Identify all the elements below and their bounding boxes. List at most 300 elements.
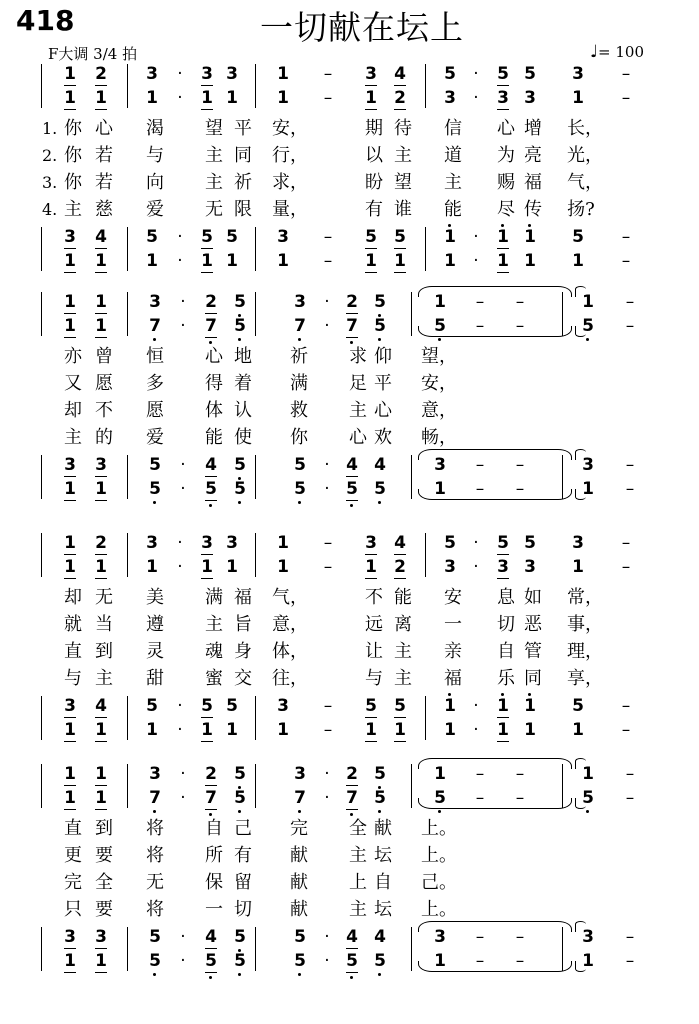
hold-dash: – [621, 557, 631, 577]
barline [425, 696, 426, 740]
underline-mark [497, 554, 509, 555]
lyric-syllable: 体， [272, 641, 308, 662]
underline-mark [95, 500, 107, 501]
hold-dash: – [323, 533, 333, 553]
lyric-syllable: 能 [394, 587, 412, 608]
underline-mark [95, 948, 107, 949]
underline-mark [346, 948, 358, 949]
underline-mark [64, 313, 76, 314]
lyric-syllable: 献 [290, 899, 308, 920]
underline-mark [205, 500, 217, 501]
system-left-barline [41, 455, 42, 499]
lyric-syllable: 若 [95, 145, 113, 166]
octave-down-dot [350, 504, 353, 507]
note: 1 [146, 720, 158, 740]
underline-mark [205, 313, 217, 314]
tie-arc [418, 758, 572, 769]
note: 1 [201, 251, 213, 271]
note: 1 [519, 227, 541, 247]
lyric-syllable: 献 [290, 845, 308, 866]
note: 4 [346, 927, 358, 947]
note: 1 [277, 251, 289, 271]
note: 4 [374, 455, 386, 475]
note: 1 [277, 557, 289, 577]
note: 1 [64, 251, 76, 271]
note: 5 [429, 316, 451, 336]
hold-dash: – [621, 696, 631, 716]
hold-dash: – [625, 455, 635, 475]
lyric-syllable: 主 [444, 172, 462, 193]
octave-up-dot [528, 693, 531, 696]
note: 5 [369, 764, 391, 784]
lyric-syllable: 恒 [146, 346, 164, 367]
underline-mark [497, 109, 509, 110]
lyric-syllable: 将 [146, 899, 164, 920]
note: 1 [64, 720, 76, 740]
note: 1 [365, 88, 377, 108]
lyric-syllable: 以 [365, 145, 383, 166]
note: 7 [341, 788, 363, 808]
lyric-syllable: 气， [272, 587, 308, 608]
underline-mark [64, 717, 76, 718]
note: 5 [444, 64, 456, 84]
lyric-syllable: 福 [444, 668, 462, 689]
note: 3 [582, 455, 594, 475]
barline [255, 227, 256, 271]
lyric-syllable: 心 [374, 400, 392, 421]
lyric-syllable: 意， [421, 400, 457, 421]
note: 3 [277, 696, 289, 716]
lyric-syllable: 直 [64, 818, 82, 839]
dot-mark: · [180, 479, 186, 499]
lyric-syllable: 主 [349, 899, 367, 920]
system-left-barline [41, 533, 42, 577]
hold-dash: – [625, 764, 635, 784]
lyric-syllable: 直 [64, 641, 82, 662]
note: 1 [64, 788, 76, 808]
lyric-syllable: 离 [394, 614, 412, 635]
note: 5 [144, 951, 166, 971]
barline [411, 292, 412, 336]
note: 5 [229, 951, 251, 971]
underline-mark [64, 741, 76, 742]
lyric-syllable: 不 [365, 587, 383, 608]
lyric-syllable: 与 [365, 668, 383, 689]
underline-mark [346, 313, 358, 314]
lyric-syllable: 扬? [567, 199, 595, 220]
underline-mark [205, 948, 217, 949]
lyric-syllable: 向 [146, 172, 164, 193]
octave-down-dot [350, 341, 353, 344]
system-left-barline [41, 764, 42, 808]
note: 3 [64, 927, 76, 947]
lyric-syllable: 远 [365, 614, 383, 635]
barline [127, 764, 128, 808]
underline-mark [64, 85, 76, 86]
underline-mark [64, 476, 76, 477]
underline-mark [64, 248, 76, 249]
dot-mark: · [177, 227, 183, 247]
note: 1 [64, 292, 76, 312]
barline [255, 764, 256, 808]
note: 1 [444, 720, 456, 740]
lyric-syllable: 使 [234, 427, 252, 448]
note: 1 [226, 251, 238, 271]
hold-dash: – [475, 455, 485, 475]
note: 3 [497, 557, 509, 577]
note: 3 [434, 927, 446, 947]
underline-mark [201, 578, 213, 579]
tempo-mark [590, 42, 644, 62]
note: 5 [497, 64, 509, 84]
octave-down-dot [350, 976, 353, 979]
note: 3 [226, 64, 238, 84]
lyric-syllable: 魂 [205, 641, 223, 662]
dot-mark: · [473, 696, 479, 716]
note: 1 [497, 251, 509, 271]
lyric-syllable: 为 [497, 145, 515, 166]
dot-mark: · [180, 455, 186, 475]
barline [411, 764, 412, 808]
lyric-syllable: 只 [64, 899, 82, 920]
note: 4 [394, 64, 406, 84]
lyric-syllable: 心 [349, 427, 367, 448]
dot-mark: · [180, 927, 186, 947]
lyric-syllable: 信 [444, 118, 462, 139]
lyric-syllable: 愿 [146, 400, 164, 421]
lyric-syllable: 让 [365, 641, 383, 662]
barline [127, 927, 128, 971]
octave-down-dot [586, 810, 589, 813]
verse-number: 1. [42, 119, 58, 138]
underline-mark [201, 109, 213, 110]
note: 1 [497, 720, 509, 740]
underline-mark [95, 809, 107, 810]
tie-arc [575, 798, 586, 809]
note: 3 [444, 88, 456, 108]
note: 1 [365, 251, 377, 271]
dot-mark: · [177, 533, 183, 553]
hold-dash: – [323, 251, 333, 271]
octave-down-dot [438, 338, 441, 341]
lyric-syllable: 的 [95, 427, 113, 448]
lyric-syllable: 美 [146, 587, 164, 608]
barline [255, 927, 256, 971]
lyric-syllable: 献 [290, 872, 308, 893]
note: 1 [64, 533, 76, 553]
lyric-syllable: 无 [146, 872, 164, 893]
lyric-syllable: 亲 [444, 641, 462, 662]
octave-down-dot [209, 813, 212, 816]
lyric-syllable: 盼 [365, 172, 383, 193]
note: 1 [64, 88, 76, 108]
note: 1 [64, 316, 76, 336]
lyric-syllable: 尽 [497, 199, 515, 220]
tie-arc [418, 921, 572, 932]
lyric-syllable: 主 [205, 614, 223, 635]
note: 1 [95, 316, 107, 336]
underline-mark [201, 717, 213, 718]
hold-dash: – [323, 557, 333, 577]
dot-mark: · [473, 720, 479, 740]
lyric-syllable: 心 [205, 346, 223, 367]
hold-dash: – [621, 720, 631, 740]
underline-mark [365, 85, 377, 86]
note: 5 [289, 479, 311, 499]
note: 5 [444, 533, 456, 553]
note: 3 [201, 64, 213, 84]
note: 1 [201, 557, 213, 577]
note: 1 [277, 533, 289, 553]
underline-mark [201, 554, 213, 555]
lyric-syllable: 到 [95, 818, 113, 839]
lyric-syllable: 要 [95, 845, 113, 866]
lyric-syllable: 平 [374, 373, 392, 394]
lyric-syllable: 与 [64, 668, 82, 689]
lyric-syllable: 亮 [524, 145, 542, 166]
underline-mark [497, 272, 509, 273]
note: 5 [229, 764, 251, 784]
underline-mark [64, 109, 76, 110]
underline-mark [497, 578, 509, 579]
lyric-syllable: 心 [95, 118, 113, 139]
note: 1 [572, 88, 584, 108]
hold-dash: – [625, 788, 635, 808]
octave-down-dot [298, 810, 301, 813]
lyric-syllable: 长， [567, 118, 603, 139]
note: 5 [572, 696, 584, 716]
note: 3 [146, 64, 158, 84]
hold-dash: – [515, 927, 525, 947]
octave-down-dot [298, 501, 301, 504]
lyric-syllable: 献 [374, 818, 392, 839]
note: 5 [289, 951, 311, 971]
note: 7 [144, 788, 166, 808]
underline-mark [95, 272, 107, 273]
underline-mark [64, 337, 76, 338]
note: 5 [229, 455, 251, 475]
underline-mark [64, 809, 76, 810]
underline-mark [205, 337, 217, 338]
lyric-syllable: 一 [205, 899, 223, 920]
note: 3 [64, 696, 76, 716]
underline-mark [394, 248, 406, 249]
lyric-syllable: 自 [374, 872, 392, 893]
underline-mark [346, 809, 358, 810]
underline-mark [394, 85, 406, 86]
lyric-syllable: 坛 [374, 899, 392, 920]
barline [127, 292, 128, 336]
underline-mark [201, 85, 213, 86]
system-left-barline [41, 696, 42, 740]
barline [411, 455, 412, 499]
lyric-syllable: 同 [234, 145, 252, 166]
note: 1 [439, 696, 461, 716]
hold-dash: – [323, 227, 333, 247]
lyric-syllable: 你 [64, 145, 82, 166]
lyric-syllable: 增 [524, 118, 542, 139]
tie-arc [575, 921, 586, 932]
note: 1 [64, 764, 76, 784]
hold-dash: – [515, 788, 525, 808]
lyric-syllable: 望 [394, 172, 412, 193]
hold-dash: – [625, 479, 635, 499]
underline-mark [201, 272, 213, 273]
lyric-syllable: 限 [234, 199, 252, 220]
lyric-syllable: 曾 [95, 346, 113, 367]
underline-mark [95, 109, 107, 110]
note: 1 [95, 720, 107, 740]
lyric-syllable: 坛 [374, 845, 392, 866]
note: 3 [524, 557, 536, 577]
lyric-syllable: 己 [234, 818, 252, 839]
hold-dash: – [515, 455, 525, 475]
underline-mark [394, 578, 406, 579]
underline-mark [95, 476, 107, 477]
lyric-syllable: 福 [234, 587, 252, 608]
note: 5 [341, 479, 363, 499]
underline-mark [205, 972, 217, 973]
dot-mark: · [473, 88, 479, 108]
lyric-syllable: 全 [349, 818, 367, 839]
note: 1 [394, 251, 406, 271]
system-left-barline [41, 64, 42, 108]
note: 5 [229, 927, 251, 947]
underline-mark [365, 578, 377, 579]
lyric-syllable: 行， [272, 145, 308, 166]
lyric-syllable: 己。 [421, 872, 457, 893]
lyric-syllable: 所 [205, 845, 223, 866]
barline [255, 455, 256, 499]
note: 1 [64, 64, 76, 84]
octave-down-dot [238, 501, 241, 504]
note: 3 [277, 227, 289, 247]
note: 4 [346, 455, 358, 475]
underline-mark [394, 109, 406, 110]
dot-mark: · [324, 455, 330, 475]
note: 5 [369, 316, 391, 336]
note: 5 [341, 951, 363, 971]
note: 5 [229, 788, 251, 808]
lyric-syllable: 慈 [95, 199, 113, 220]
note: 7 [289, 788, 311, 808]
underline-mark [497, 717, 509, 718]
hold-dash: – [621, 227, 631, 247]
lyric-syllable: 安 [444, 587, 462, 608]
note: 3 [226, 533, 238, 553]
lyric-syllable: 畅， [421, 427, 457, 448]
note: 2 [394, 88, 406, 108]
dot-mark: · [177, 696, 183, 716]
note: 5 [369, 788, 391, 808]
system-left-barline [41, 927, 42, 971]
lyric-syllable: 安， [421, 373, 457, 394]
lyric-syllable: 有 [234, 845, 252, 866]
lyric-syllable: 管 [524, 641, 542, 662]
underline-mark [95, 717, 107, 718]
lyric-syllable: 保 [205, 872, 223, 893]
lyric-syllable: 又 [64, 373, 82, 394]
note: 4 [374, 927, 386, 947]
lyric-syllable: 一 [444, 614, 462, 635]
note: 1 [519, 696, 541, 716]
hold-dash: – [515, 764, 525, 784]
note: 1 [277, 720, 289, 740]
note: 5 [294, 455, 306, 475]
underline-mark [95, 337, 107, 338]
lyric-syllable: 完 [290, 818, 308, 839]
note: 5 [201, 227, 213, 247]
note: 1 [582, 479, 594, 499]
lyric-syllable: 你 [64, 118, 82, 139]
lyric-syllable: 你 [64, 172, 82, 193]
lyric-syllable: 有 [365, 199, 383, 220]
lyric-syllable: 上。 [421, 818, 457, 839]
lyric-syllable: 地 [234, 346, 252, 367]
tie-arc [575, 489, 586, 500]
lyric-syllable: 主 [64, 427, 82, 448]
underline-mark [95, 741, 107, 742]
lyric-syllable: 爱 [146, 199, 164, 220]
note: 1 [524, 251, 536, 271]
note: 1 [95, 479, 107, 499]
note: 3 [497, 88, 509, 108]
lyric-syllable: 无 [95, 587, 113, 608]
lyric-syllable: 能 [205, 427, 223, 448]
note: 4 [394, 533, 406, 553]
lyric-syllable: 足 [349, 373, 367, 394]
note: 1 [95, 951, 107, 971]
tie-arc [418, 489, 572, 500]
note: 5 [577, 316, 599, 336]
octave-down-dot [153, 973, 156, 976]
note: 1 [572, 720, 584, 740]
lyric-syllable: 如 [524, 587, 542, 608]
lyric-syllable: 满 [290, 373, 308, 394]
hold-dash: – [515, 951, 525, 971]
note: 3 [64, 227, 76, 247]
lyric-syllable: 理， [567, 641, 603, 662]
note: 1 [582, 764, 594, 784]
note: 1 [582, 292, 594, 312]
underline-mark [497, 248, 509, 249]
note: 2 [346, 764, 358, 784]
octave-down-dot [378, 338, 381, 341]
underline-mark [64, 272, 76, 273]
note: 7 [200, 788, 222, 808]
lyric-syllable: 常， [567, 587, 603, 608]
octave-down-dot [209, 341, 212, 344]
tie-arc [418, 961, 572, 972]
underline-mark [95, 972, 107, 973]
dot-mark: · [324, 316, 330, 336]
lyric-syllable: 事， [567, 614, 603, 635]
underline-mark [346, 972, 358, 973]
lyric-syllable: 心 [497, 118, 515, 139]
octave-up-dot [528, 224, 531, 227]
note: 1 [492, 227, 514, 247]
note: 3 [64, 455, 76, 475]
note: 1 [434, 951, 446, 971]
note: 4 [205, 927, 217, 947]
note: 5 [394, 696, 406, 716]
lyric-syllable: 愿 [95, 373, 113, 394]
note: 3 [582, 927, 594, 947]
hold-dash: – [625, 316, 635, 336]
underline-mark [205, 785, 217, 786]
lyric-syllable: 恶 [524, 614, 542, 635]
note: 3 [365, 533, 377, 553]
